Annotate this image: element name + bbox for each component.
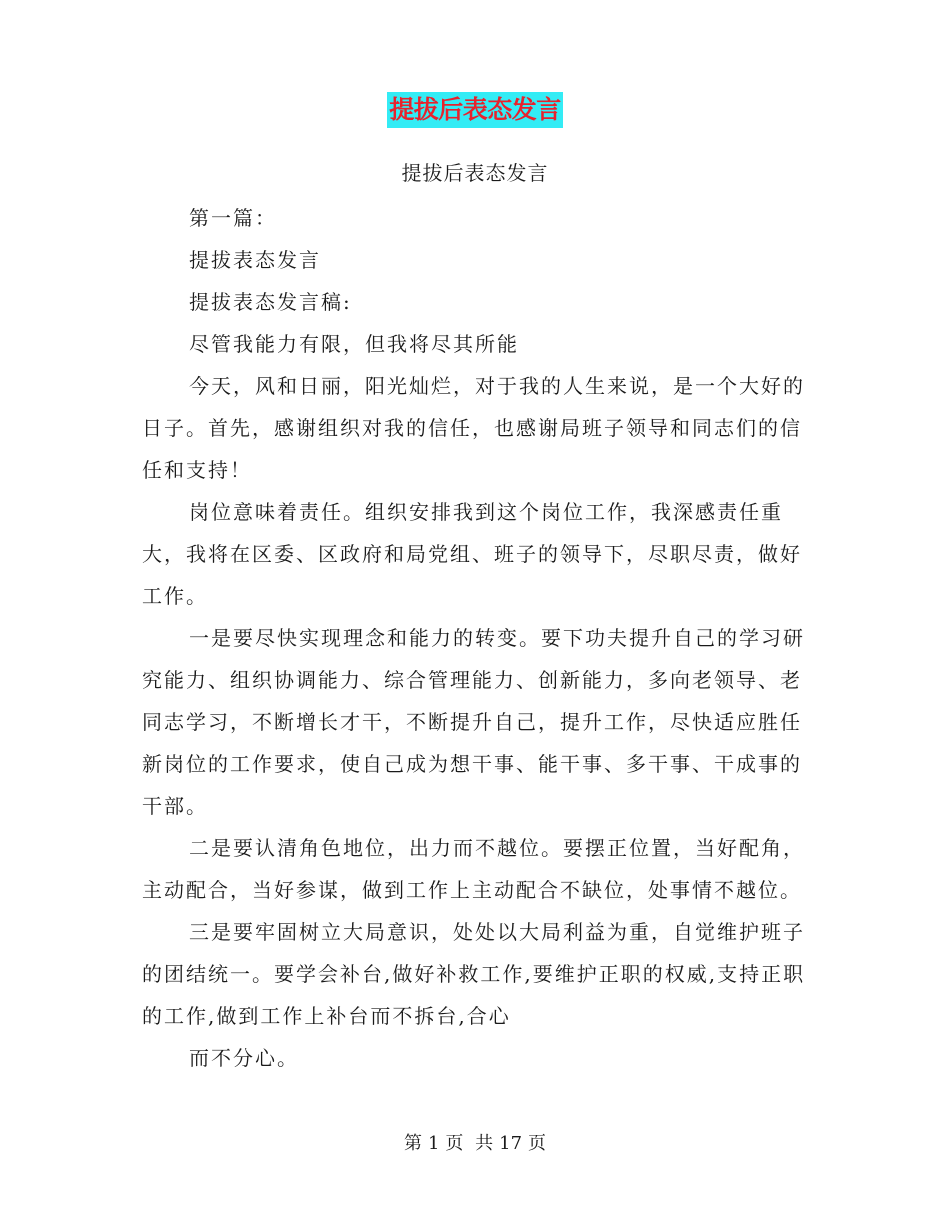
paragraph: 尽管我能力有限，但我将尽其所能 [189,332,519,356]
paragraph: 今天，风和日丽，阳光灿烂，对于我的人生来说，是一个大好的日子。首先，感谢组织对我的信任，也感谢局班子领导和同志们的信任和支持！ [142,374,805,482]
document-subtitle: 提拔后表态发言 [401,161,549,185]
paragraph: 三是要牢固树立大局意识，处处以大局利益为重，自觉维护班子的团结统一。要学会补台,做好补救工作,要维护正职的权威,支持正职的工作,做到工作上补台而不拆台,合心 [142,920,806,1028]
paragraph: 而不分心。 [189,1046,299,1070]
page-label-suffix: 页 [528,1133,547,1154]
current-page-number: 1 [427,1133,440,1154]
paragraph: 提拔表态发言 [189,248,321,272]
paragraph: 第一篇： [189,206,277,230]
page-footer [0,1130,950,1158]
title-area [0,92,950,128]
paragraph: 一是要尽快实现理念和能力的转变。要下功夫提升自己的学习研究能力、组织协调能力、综合管理能力、创新能力，多向老领导、老同志学习，不断增长才干，不断提升自己，提升工作，尽快适应胜任新岗位的工作要求，使自己成为想干事、能干事、多干事、干成事的干部。 [142,626,805,818]
page-label-prefix: 第 [403,1133,422,1154]
paragraph: 岗位意味着责任。组织安排我到这个岗位工作，我深感责任重大，我将在区委、区政府和局党组、班子的领导下，尽职尽责，做好工作。 [142,500,802,608]
document-title: 提拔后表态发言 [387,92,563,128]
paragraph: 二是要认清角色地位，出力而不越位。要摆正位置，当好配角，主动配合，当好参谋，做到工作上主动配合不缺位，处事情不越位。 [142,836,805,902]
total-pages-number: 17 [499,1133,523,1154]
page-label-mid: 页 共 [445,1133,494,1154]
paragraph: 提拔表态发言稿: [189,290,352,314]
document-body [142,197,808,1079]
